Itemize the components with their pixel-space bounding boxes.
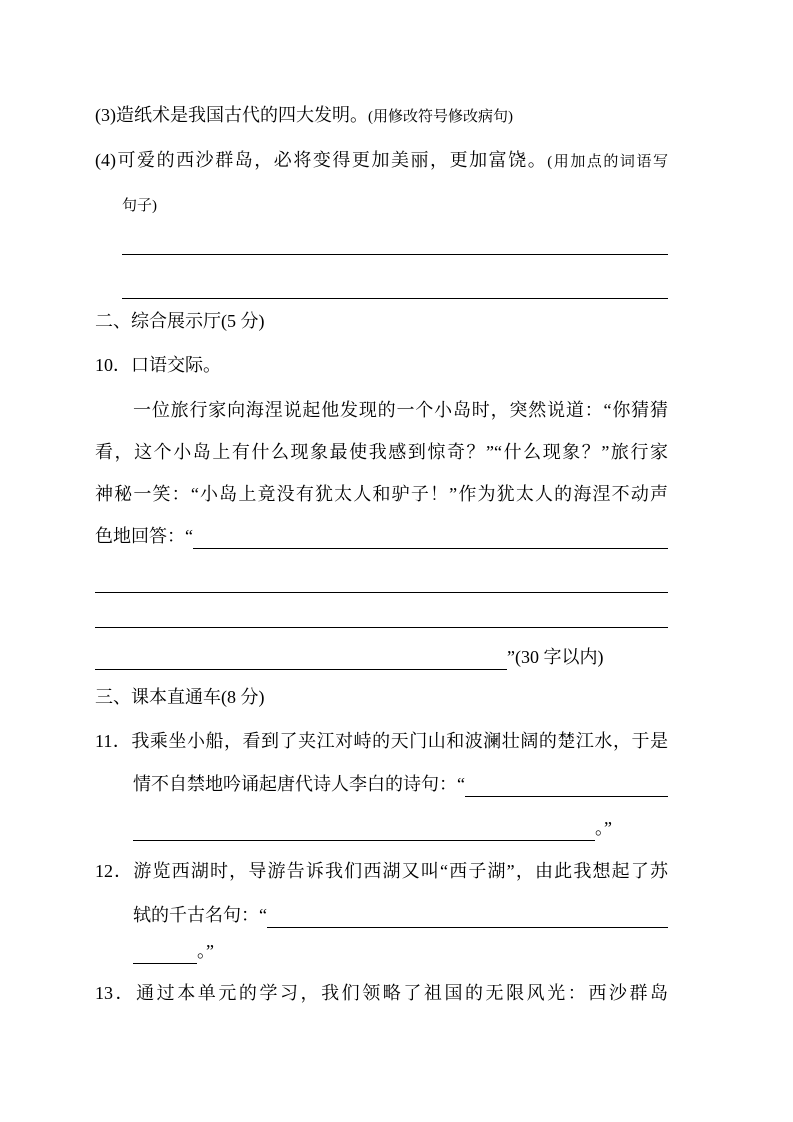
answer-blank-line: [95, 627, 668, 628]
q10-para-line1: [133, 397, 668, 423]
section-3-heading-text: 三、课本直通车(8 分): [95, 687, 265, 707]
answer-blank-line: [95, 592, 668, 593]
answer-blank: [267, 923, 668, 928]
question-4-note-part1: (用加点的词语写: [547, 154, 668, 170]
q11-line3: [133, 815, 668, 841]
q11-line1: [95, 728, 668, 754]
answer-blank: [133, 959, 197, 964]
q13-line1: [95, 980, 668, 1006]
question-4-note-part2: 句子): [122, 198, 157, 214]
q10-para-line4-text: 色地回答：“: [95, 526, 193, 546]
question-3-line: [95, 102, 668, 130]
q10-para-line2: [95, 439, 668, 465]
answer-blank: [95, 665, 507, 670]
section-2-heading: [95, 308, 668, 334]
question-10-heading: [95, 352, 668, 378]
q12-line2: [133, 902, 668, 928]
q11-line1-text: 11．我乘坐小船，看到了夹江对峙的天门山和波澜壮阔的楚江水，于是: [95, 731, 668, 751]
section-2-heading-text: 二、综合展示厅(5 分): [95, 311, 265, 331]
q10-para-line1-text: 一位旅行家向海涅说起他发现的一个小岛时，突然说道：“你猜猜: [133, 400, 668, 420]
question-3-text: (3)造纸术是我国古代的四大发明。: [95, 105, 368, 125]
answer-blank: [193, 544, 668, 549]
q13-line1-text: 13．通过本单元的学习，我们领略了祖国的无限风光：西沙群岛: [95, 983, 668, 1003]
q12-line1: [95, 858, 668, 884]
q10-para-line2-text: 看，这个小岛上有什么现象最使我感到惊奇？”“什么现象？”旅行家: [95, 442, 668, 462]
answer-blank: [465, 792, 668, 797]
q10-para-line3-text: 神秘一笑：“小岛上竟没有犹太人和驴子！”作为犹太人的海涅不动声: [95, 484, 668, 504]
answer-blank: [133, 836, 595, 841]
q10-answer-suffix: ”(30 字以内): [507, 647, 604, 667]
question-4-line1: [95, 147, 668, 175]
q12-line3-suffix: 。”: [197, 941, 214, 961]
q11-line2: [133, 771, 668, 797]
answer-blank-line: [122, 298, 668, 299]
q11-line3-suffix: 。”: [595, 818, 612, 838]
q11-line2-text: 情不自禁地吟诵起唐代诗人李白的诗句：“: [133, 774, 465, 794]
q12-line2-text: 轼的千古名句：“: [133, 905, 267, 925]
question-4-line2: [122, 193, 668, 219]
q10-para-line4: [95, 523, 668, 549]
q10-answer-end-line: [95, 644, 668, 670]
section-3-heading: [95, 684, 668, 710]
q10-para-line3: [95, 481, 668, 507]
question-4-text: (4)可爱的西沙群岛，必将变得更加美丽，更加富饶。: [95, 150, 548, 170]
q12-line3: [133, 938, 668, 964]
question-10-heading-text: 10．口语交际。: [95, 355, 221, 375]
q12-line1-text: 12．游览西湖时，导游告诉我们西湖又叫“西子湖”，由此我想起了苏: [95, 861, 668, 881]
answer-blank-line: [122, 254, 668, 255]
question-3-note: (用修改符号修改病句): [368, 109, 513, 125]
